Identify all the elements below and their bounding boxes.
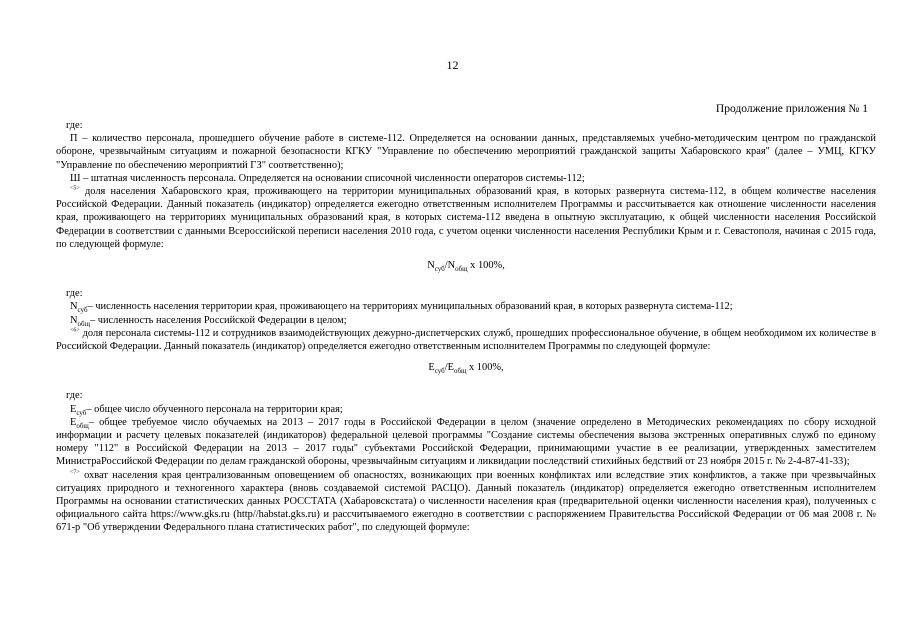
document-body <box>56 119 876 535</box>
note-5-text: доля населения Хабаровского края, проживающего на территории муниципальных образований края, в которых развернута система-112, в общем количестве населения Российской Федерации. Данный показатель (индикатор) определяется ежегодно ответственным исполнителем Программы и рассчитывается как отношение численности населения края, проживающего на территориях муниципальных образований края, в которых система-112 введена в опытную эксплуатацию, к общей численности населения Российской Федерации в соответствии с данными Всероссийской переписи населения 2010 года, с учетом оценки численности населения Республики Крым и г. Севастополя, начиная с 2015 года, по следующей формуле: <box>56 186 876 250</box>
note-6-mark: <6> <box>70 327 80 334</box>
note-6-paragraph <box>56 327 876 353</box>
formula-n: $N_{суб}/N_{общ}$ x 100%, <box>427 260 505 274</box>
where-label-3: где: <box>66 390 83 402</box>
where-label-2: где: <box>66 288 83 300</box>
note-5-mark: <5> <box>70 185 80 192</box>
etot-definition: $E_{общ}-$ общее требуемое число обучаемых на 2013 – 2017 годы в Российской Федерации в целом (значение определено в Методических рекомендациях по сбору исходной информации и расчету целевых показателей (индикаторов) федеральной целевой программы "Создание системы обеспечения вызова экстренных оперативных служб по единому номеру "112" в Российской Федерации на 2013 – 2017 годы" субъектами Российской Федерации, принимающими участие в ее реализации, утвержденных заместителем МинистраРоссийской Федерации по делам гражданской обороны, чрезвычайным ситуациям и ликвидации последствий стихийных бедствий от 23 ноября 2015 г. № 2-4-87-41-33); <box>56 416 876 468</box>
appendix-label: Продолжение приложения № 1 <box>715 103 868 115</box>
note-7-mark: <7> <box>70 469 80 476</box>
note-7-text: охват населения края централизованным оповещением об опасностях, возникающих при военных конфликтах или вследствие этих конфликтов, а также при чрезвычайных ситуациях природного и техногенного характера (вновь создаваемой системой РАСЦО). Данный показатель (индикатор) определяется ежегодно ответственным исполнителем Программы на основании статистических данных РОССТАТА (Хабаровскстата) о численности населения края (предварительной оценки численности населения края), полученных с официального сайта https://www.gks.ru (http//habstat.gks.ru) и рассчитываемого ежегодно в соответствии с распоряжением Правительства Российской Федерации от 06 мая 2008 г. № 671-р "Об утверждении Федерального плана статистических работ", по следующей формуле: <box>56 469 876 534</box>
note-5-paragraph <box>56 185 876 251</box>
sh-definition: Ш – штатная численность персонала. Определяется на основании списочной численности операторов системы-112; <box>70 172 585 184</box>
p-definition: П – количество персонала, прошедшего обучение работе в системе-112. Определяется на основании данных, представляемых учебно-методическим центром по гражданской обороне, чрезвычайным ситуациям и пожарной безопасности КГКУ "Управление по обеспечению мероприятий гражданской защиты Хабаровского края" (далее – УМЦ, КГКУ "Управление по обеспечению мероприятий ГЗ" соответственно); <box>56 133 876 171</box>
where-label-1: где: <box>66 120 83 131</box>
esub-definition: $E_{суб}-$ общее число обученного персонала на территории края; <box>70 403 343 417</box>
note-6-text: доля персонала системы-112 и сотрудников взаимодействующих дежурно-диспетчерских служб, прошедших профессиональное обучение, в общем необходимом их количестве в Российской Федерации. Данный показатель (индикатор) определяется ежегодно ответственным исполнителем Программы по следующей формуле: <box>56 327 876 353</box>
nsub-definition: $N_{суб}-$ численность населения территории края, проживающего на территориях муниципальных образований края, в которых развернута система-112; <box>70 301 733 315</box>
ntot-definition: $N_{общ}-$ численность населения Российской Федерации в целом; <box>70 314 347 328</box>
page-number: 12 <box>446 58 459 72</box>
note-7-paragraph <box>56 469 876 535</box>
formula-e: $E_{суб}/E_{общ}$ x 100%, <box>428 362 504 376</box>
